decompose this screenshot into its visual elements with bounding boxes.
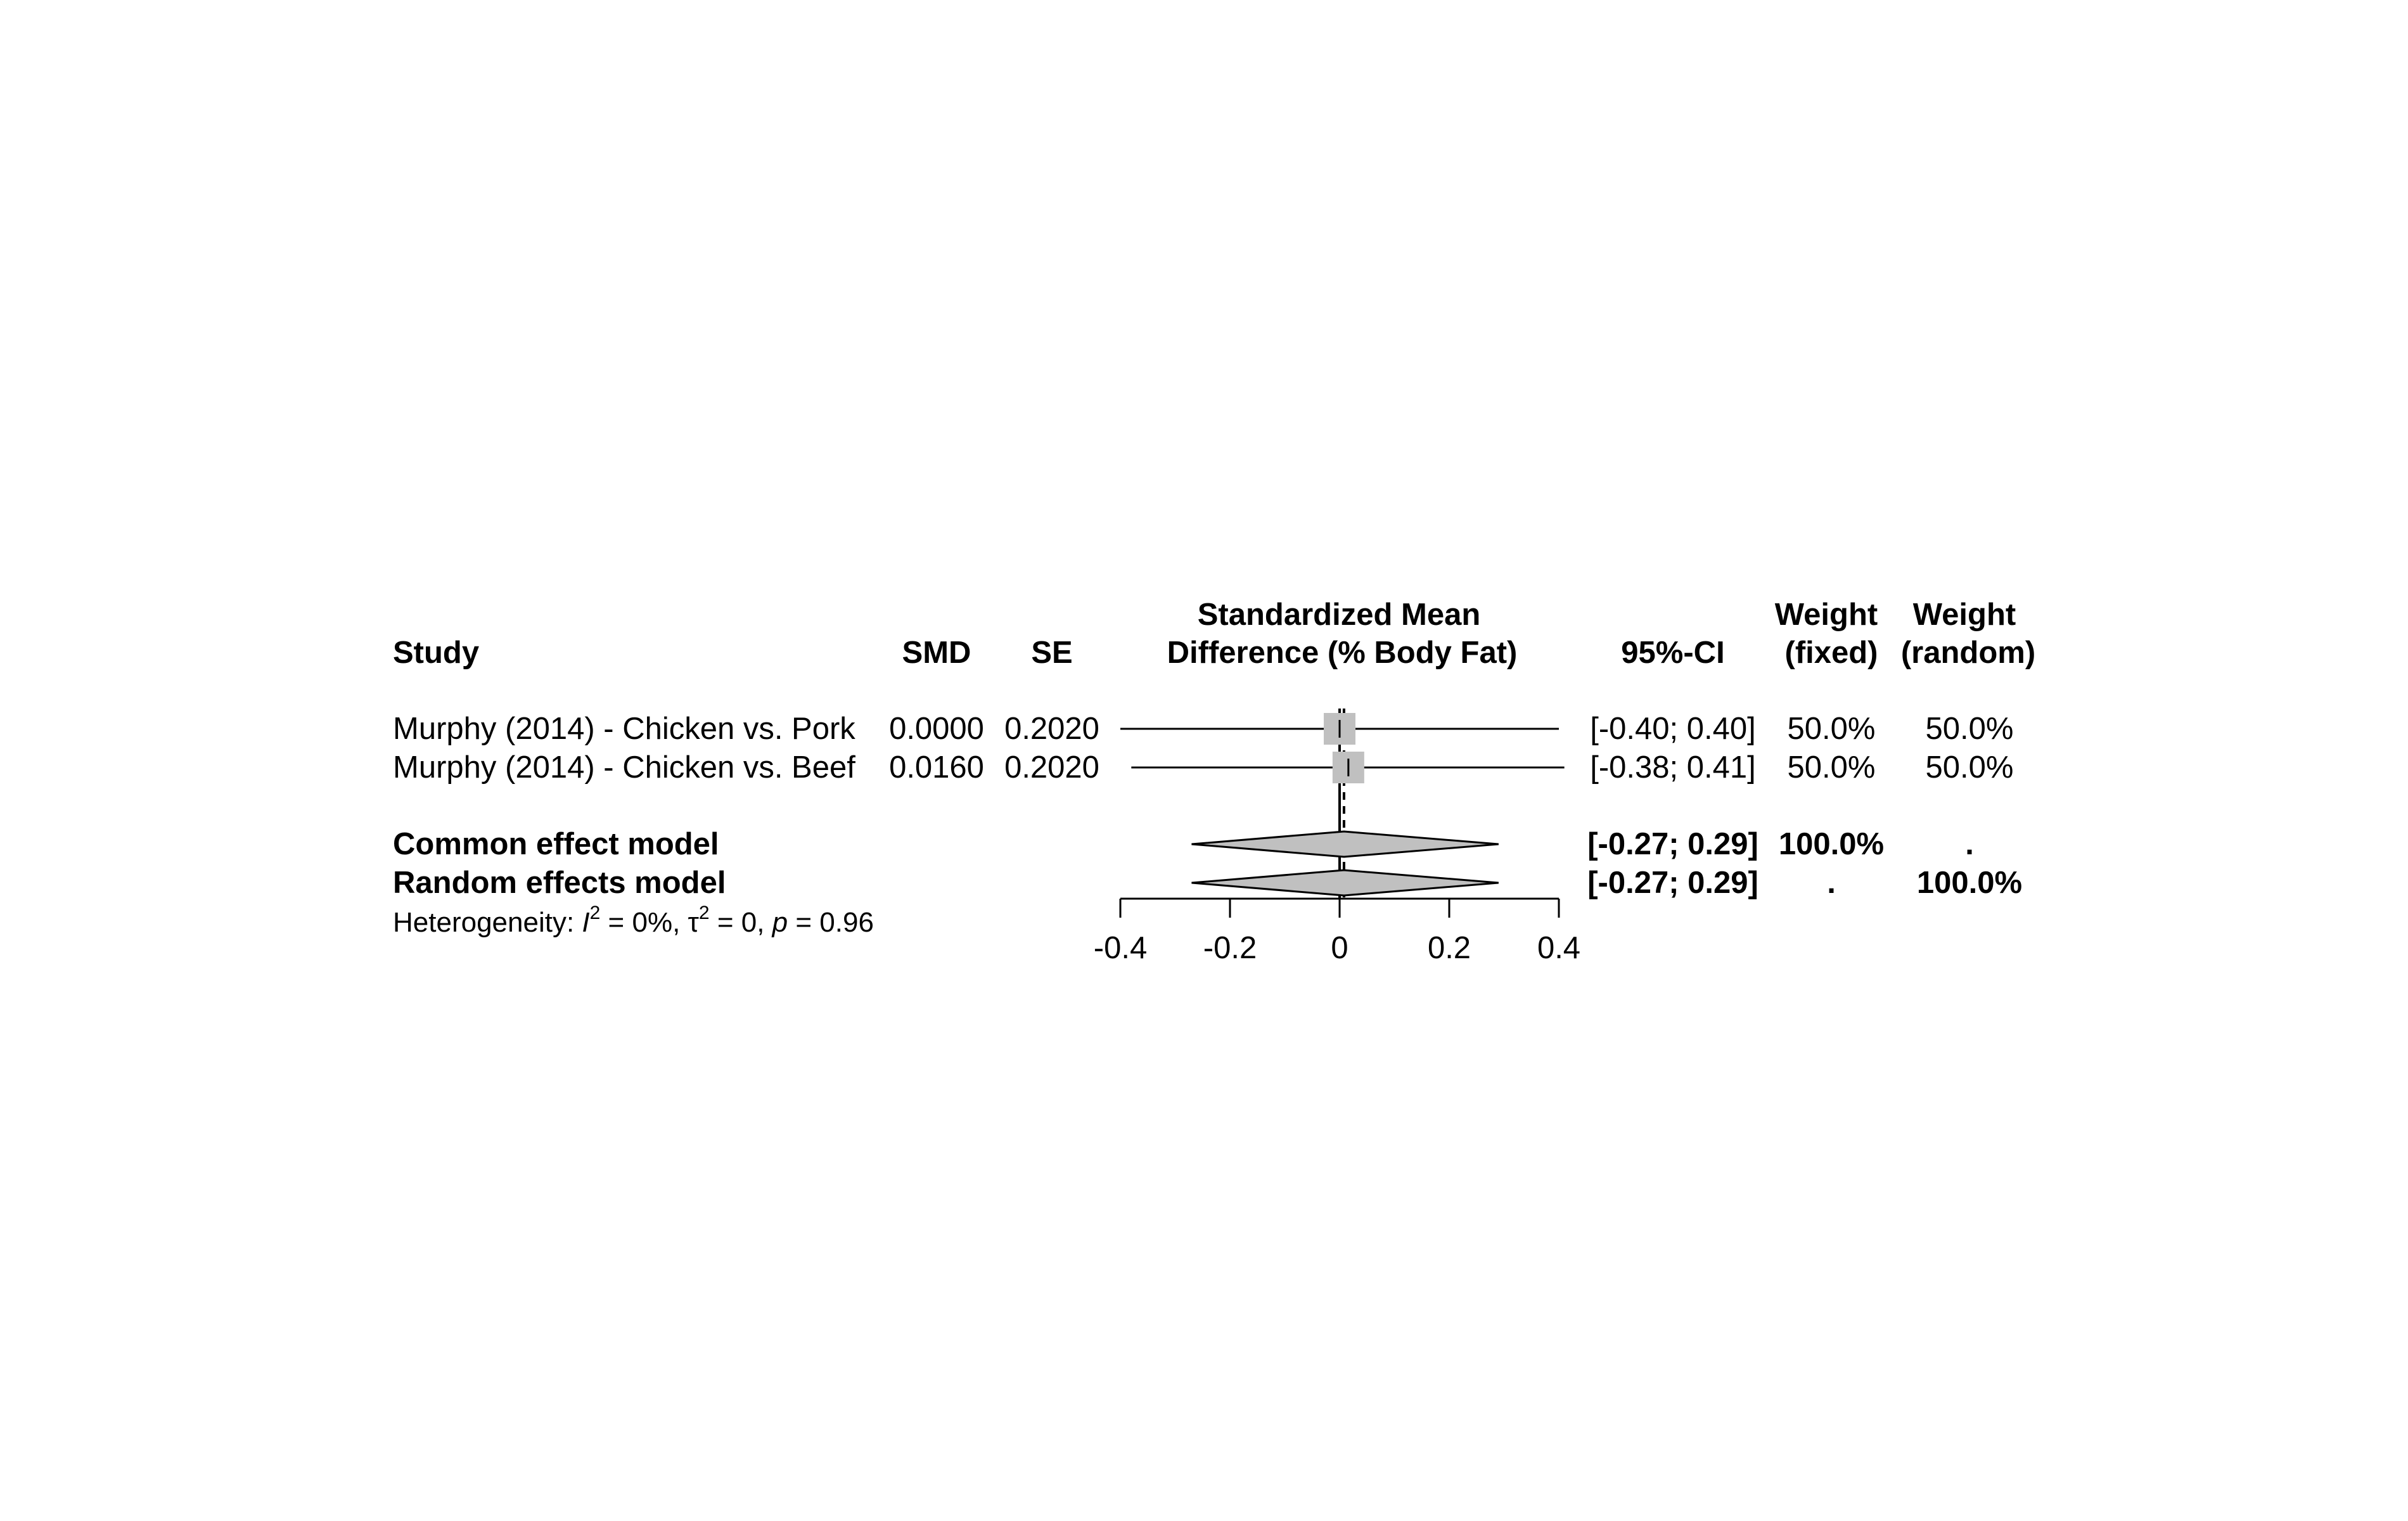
header-study: Study (393, 636, 480, 670)
summary-ci: [-0.27; 0.29] (1587, 866, 1758, 900)
study-row-1 (393, 712, 2013, 746)
study-smd: 0.0160 (889, 750, 984, 785)
x-axis-tick-label: -0.4 (1093, 931, 1148, 965)
summary-weight-fixed: . (1827, 866, 1836, 900)
x-axis-tick-label: 0.2 (1427, 931, 1471, 965)
study-se: 0.2020 (1004, 750, 1099, 785)
study-weight-random: 50.0% (1925, 712, 2014, 746)
study-weight-fixed: 50.0% (1787, 750, 1876, 785)
study-row-2 (393, 750, 2013, 785)
header-smd: SMD (902, 636, 971, 670)
header-effect-line1: Standardized Mean (1197, 598, 1481, 632)
header-ci: 95%-CI (1621, 636, 1725, 670)
x-axis-tick-label: 0.4 (1537, 931, 1581, 965)
study-smd: 0.0000 (889, 712, 984, 746)
summary-weight-fixed: 100.0% (1778, 827, 1885, 861)
header-weight-random-line1: Weight (1912, 598, 2016, 632)
x-axis (1094, 899, 1580, 965)
summary-label: Common effect model (393, 827, 719, 861)
column-headers (393, 598, 2035, 670)
x-axis-tick-label: 0 (1331, 931, 1348, 965)
summary-ci: [-0.27; 0.29] (1587, 827, 1758, 861)
header-se: SE (1031, 636, 1073, 670)
heterogeneity-text: Heterogeneity: $I^2 = 0\%$, $\tau^2 = 0$, p = 0.96 (393, 902, 874, 938)
x-axis-tick-label: -0.2 (1203, 931, 1257, 965)
study-weight-fixed: 50.0% (1787, 712, 1876, 746)
study-weight-random: 50.0% (1925, 750, 2014, 785)
header-weight-fixed-line1: Weight (1774, 598, 1878, 632)
summary-weight-random: 100.0% (1916, 866, 2023, 900)
summary-label: Random effects model (393, 866, 726, 900)
study-ci: [-0.38; 0.41] (1590, 750, 1756, 785)
header-weight-random-line2: (random) (1900, 636, 2036, 670)
study-ci: [-0.40; 0.40] (1590, 712, 1756, 746)
summary-row-common (393, 827, 1974, 861)
header-effect-line2: Difference (% Body Fat) (1167, 636, 1518, 670)
summary-row-random (393, 866, 2022, 900)
summary-diamond (1191, 870, 1498, 895)
header-weight-fixed-line2: (fixed) (1784, 636, 1878, 670)
study-se: 0.2020 (1004, 712, 1099, 746)
study-label: Murphy (2014) - Chicken vs. Pork (393, 712, 855, 746)
summary-weight-random: . (1965, 827, 1974, 861)
study-label: Murphy (2014) - Chicken vs. Beef (393, 750, 855, 785)
summary-diamond (1191, 831, 1498, 857)
